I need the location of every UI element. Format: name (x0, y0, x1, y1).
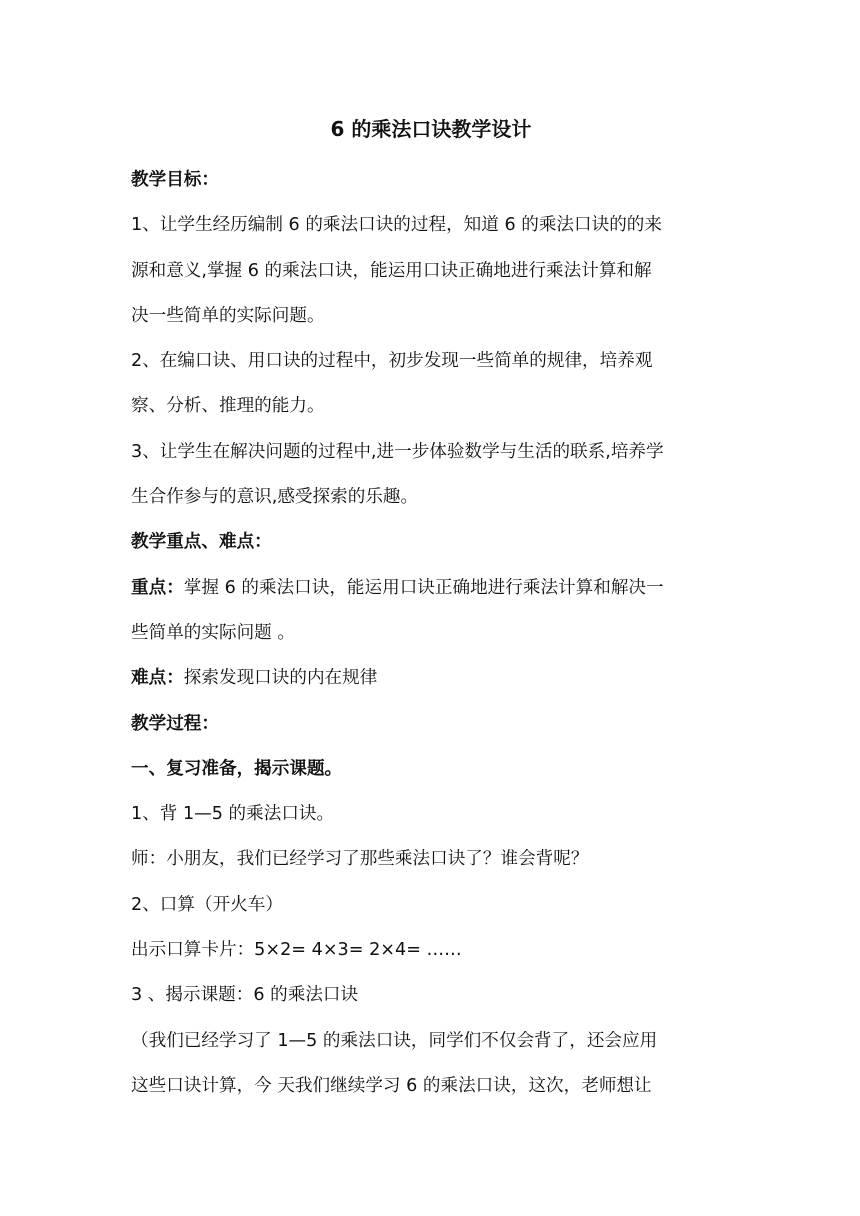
section-1-heading: 一、复习准备，揭示课题。 (131, 758, 343, 779)
step-1: 1、背 1—5 的乘法口诀。 (131, 804, 335, 825)
teacher-question: 师：小朋友，我们已经学习了那些乘法口诀了？谁会背呢？ (131, 849, 589, 870)
goal-3-line-2: 生合作参与的意识,感受探索的乐趣。 (131, 487, 419, 508)
difficulty-text: 探索发现口诀的内在规律 (183, 668, 378, 689)
keypoint-line-2: 些简单的实际问题 。 (131, 622, 295, 643)
intro-line-2: 这些口诀计算，今 天我们继续学习 6 的乘法口诀，这次，老师想让 (131, 1075, 652, 1096)
goal-1-line-3: 决一些简单的实际问题。 (131, 305, 325, 326)
keypoint-line-1 (131, 566, 731, 611)
keypoints-heading: 教学重点、难点： (131, 532, 272, 553)
keypoint-text: 掌握 6 的乘法口诀，能运用口诀正确地进行乘法计算和解决一 (183, 577, 664, 598)
goal-1-line-2: 源和意义,掌握 6 的乘法口诀，能运用口诀正确地进行乘法计算和解 (131, 260, 652, 281)
step-3: 3 、揭示课题：6 的乘法口诀 (131, 985, 359, 1006)
goal-2-line-2: 察、分析、推理的能力。 (131, 396, 325, 417)
difficulty-label: 难点： (131, 668, 184, 689)
keypoint-label: 重点： (131, 577, 184, 598)
step-2: 2、口算（开火车） (131, 894, 283, 915)
goal-1-line-1: 1、让学生经历编制 6 的乘法口诀的过程，知道 6 的乘法口诀的的来 (131, 215, 662, 236)
process-heading: 教学过程： (131, 713, 219, 734)
document-page (131, 112, 731, 1109)
goal-2-line-1: 2、在编口诀、用口诀的过程中，初步发现一些简单的规律，培养观 (131, 351, 653, 372)
goal-3-line-1: 3、让学生在解决问题的过程中,进一步体验数学与生活的联系,培养学 (131, 441, 664, 462)
document-title: 6 的乘法口诀教学设计 (330, 117, 532, 141)
oral-calculation-cards: 出示口算卡片：5×2= 4×3= 2×4= …… (131, 940, 462, 961)
goals-heading: 教学目标： (131, 170, 219, 190)
difficulty-line (131, 656, 731, 701)
intro-line-1: （我们已经学习了 1—5 的乘法口诀，同学们不仅会背了，还会应用 (131, 1030, 658, 1051)
